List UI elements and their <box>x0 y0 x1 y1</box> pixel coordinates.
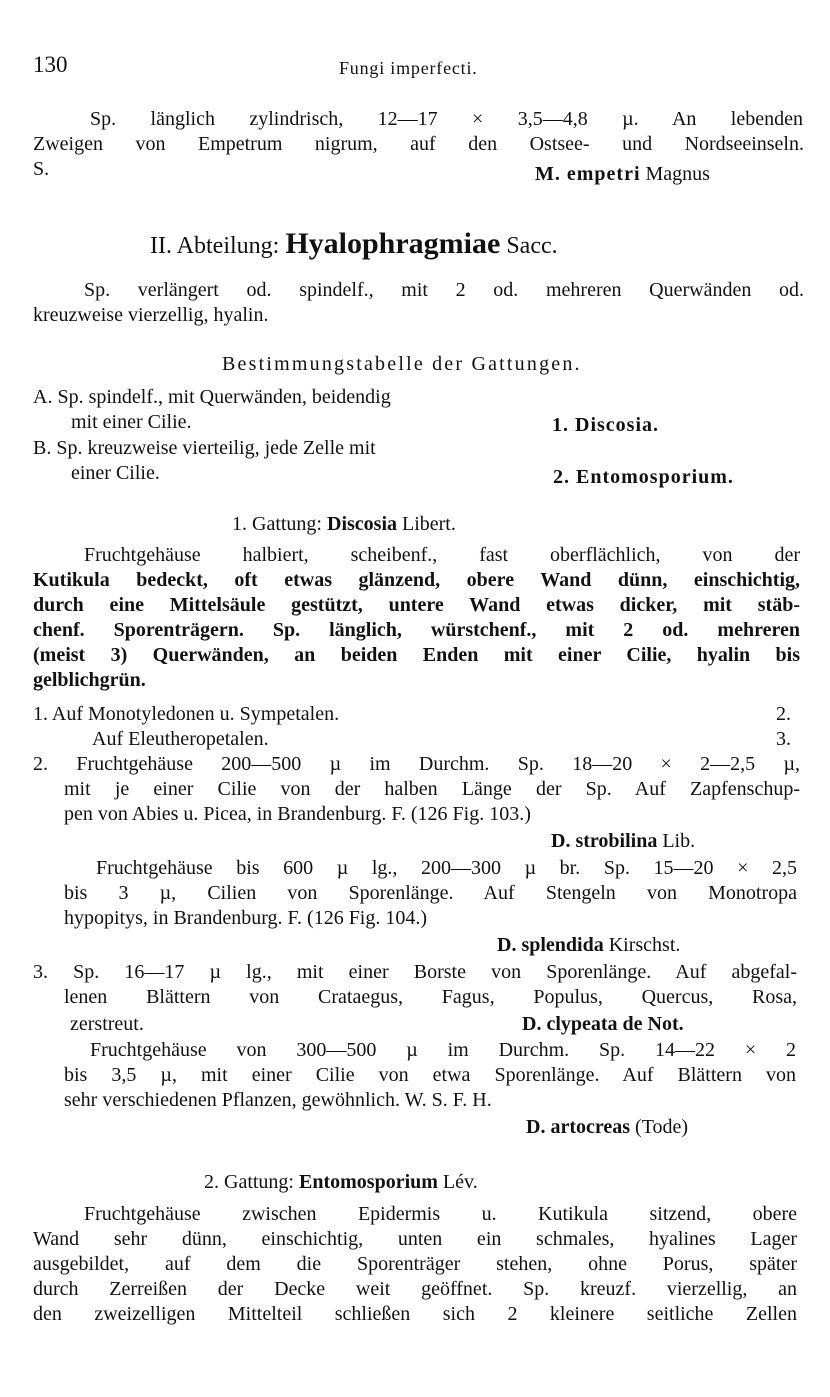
genus2-desc-line-4: durch Zerreißen der Decke weit geöffnet. Sp. kreuzf. vierzellig, an <box>33 1278 797 1300</box>
key1a-text: 1. Auf Monotyledonen u. Sympetalen. <box>33 703 340 725</box>
genus1-name: Discosia <box>327 513 397 535</box>
division-prefix: II. Abteilung: <box>150 233 280 259</box>
key1b-ref: 3. <box>776 728 791 750</box>
genus2-heading <box>204 1170 478 1194</box>
key3-line-2: lenen Blättern von Crataegus, Fagus, Populus, Quercus, Rosa, <box>64 986 797 1008</box>
artocreas-author: (Tode) <box>635 1116 689 1138</box>
key1a-ref: 2. <box>776 703 791 725</box>
clypeata-author: de Not. <box>622 1013 684 1035</box>
strobilina-species: D. strobilina <box>551 830 658 852</box>
division-name: Hyalophragmiae <box>285 227 501 260</box>
key-b-result: 2. Entomosporium. <box>553 466 734 488</box>
empetri-line-1: Sp. länglich zylindrisch, 12—17 × 3,5—4,8 µ. An lebenden <box>90 108 803 130</box>
splendida-line-1: Fruchtgehäuse bis 600 µ lg., 200—300 µ br. Sp. 15—20 × 2,5 <box>96 857 797 879</box>
division-desc-line-2: kreuzweise vierzellig, hyalin. <box>33 304 269 326</box>
key2-line-1: 2. Fruchtgehäuse 200—500 µ im Durchm. Sp. 18—20 × 2—2,5 µ, <box>33 753 800 775</box>
genus1-desc-line-5: (meist 3) Querwänden, an beiden Enden mit einer Cilie, hyalin bis <box>33 644 800 666</box>
genus2-prefix: 2. Gattung: <box>204 1171 294 1193</box>
key2-line-3: pen von Abies u. Picea, in Brandenburg. F. (126 Fig. 103.) <box>64 803 531 825</box>
empetri-species: M. empetri <box>535 163 641 185</box>
key-a-line-1: A. Sp. spindelf., mit Querwänden, beidendig <box>33 386 391 408</box>
division-desc-line-1: Sp. verlängert od. spindelf., mit 2 od. mehreren Querwänden od. <box>84 279 804 301</box>
genus2-author: Lév. <box>442 1171 478 1193</box>
genus1-desc-line-4: chenf. Sporenträgern. Sp. länglich, würstchenf., mit 2 od. mehreren <box>33 619 800 641</box>
genus2-desc-line-3: ausgebildet, auf dem die Sporenträger stehen, ohne Porus, später <box>33 1253 797 1275</box>
division-heading <box>150 228 558 262</box>
genus2-name: Entomosporium <box>299 1171 438 1193</box>
artocreas-name <box>526 1115 688 1139</box>
genus2-desc-line-2: Wand sehr dünn, einschichtig, unten ein schmales, hyalines Lager <box>33 1228 797 1250</box>
empetri-line-2: Zweigen von Empetrum nigrum, auf den Ostsee- und Nordseeinseln. <box>33 133 804 155</box>
artocreas-species: D. artocreas <box>526 1116 631 1138</box>
key-title: Bestimmungstabelle der Gattungen. <box>222 353 582 375</box>
key1b-text: Auf Eleutheropetalen. <box>92 728 269 750</box>
key-a-result: 1. Discosia. <box>552 414 659 436</box>
artocreas-line-1: Fruchtgehäuse von 300—500 µ im Durchm. Sp. 14—22 × 2 <box>90 1039 796 1061</box>
key2-line-2: mit je einer Cilie von der halben Länge der Sp. Auf Zapfenschup- <box>64 778 800 800</box>
genus2-desc-line-5: den zweizelligen Mittelteil schließen sich 2 kleinere seitliche Zellen <box>33 1303 797 1325</box>
key3-line-1: 3. Sp. 16—17 µ lg., mit einer Borste von Sporenlänge. Auf abgefal- <box>33 961 797 983</box>
clypeata-species: D. clypeata <box>522 1013 618 1035</box>
genus2-desc-line-1: Fruchtgehäuse zwischen Epidermis u. Kutikula sitzend, obere <box>84 1203 797 1225</box>
splendida-line-2: bis 3 µ, Cilien von Sporenlänge. Auf Stengeln von Monotropa <box>64 882 797 904</box>
genus1-author: Libert. <box>402 513 456 535</box>
genus1-desc-line-2: Kutikula bedeckt, oft etwas glänzend, obere Wand dünn, einschichtig, <box>33 569 800 591</box>
empetri-line-3: S. <box>33 158 50 180</box>
artocreas-line-3: sehr verschiedenen Pflanzen, gewöhnlich. W. S. F. H. <box>64 1089 492 1111</box>
genus1-desc-line-6: gelblichgrün. <box>33 669 146 691</box>
splendida-species: D. splendida <box>497 934 604 956</box>
artocreas-line-2: bis 3,5 µ, mit einer Cilie von etwa Sporenlänge. Auf Blättern von <box>64 1064 796 1086</box>
splendida-line-3: hypopitys, in Brandenburg. F. (126 Fig. 104.) <box>64 907 428 929</box>
key-b-line-2: einer Cilie. <box>71 462 160 484</box>
strobilina-author: Lib. <box>662 830 696 852</box>
clypeata-name <box>522 1012 684 1036</box>
genus1-prefix: 1. Gattung: <box>232 513 322 535</box>
genus1-desc-line-1: Fruchtgehäuse halbiert, scheibenf., fast oberflächlich, von der <box>84 544 800 566</box>
key-b-line-1: B. Sp. kreuzweise vierteilig, jede Zelle mit <box>33 437 376 459</box>
genus1-desc-line-3: durch eine Mittelsäule gestützt, untere Wand etwas dicker, mit stäb- <box>33 594 800 616</box>
key-a-line-2: mit einer Cilie. <box>71 411 192 433</box>
empetri-name <box>535 162 710 186</box>
splendida-author: Kirschst. <box>608 934 681 956</box>
splendida-name <box>497 933 680 957</box>
genus1-heading <box>232 512 456 536</box>
page-number: 130 <box>33 52 68 77</box>
division-author: Sacc. <box>506 233 558 259</box>
strobilina-name <box>551 829 695 853</box>
empetri-author: Magnus <box>645 163 710 185</box>
key3-line-3: zerstreut. <box>70 1013 144 1035</box>
running-title: Fungi imperfecti. <box>339 58 478 78</box>
